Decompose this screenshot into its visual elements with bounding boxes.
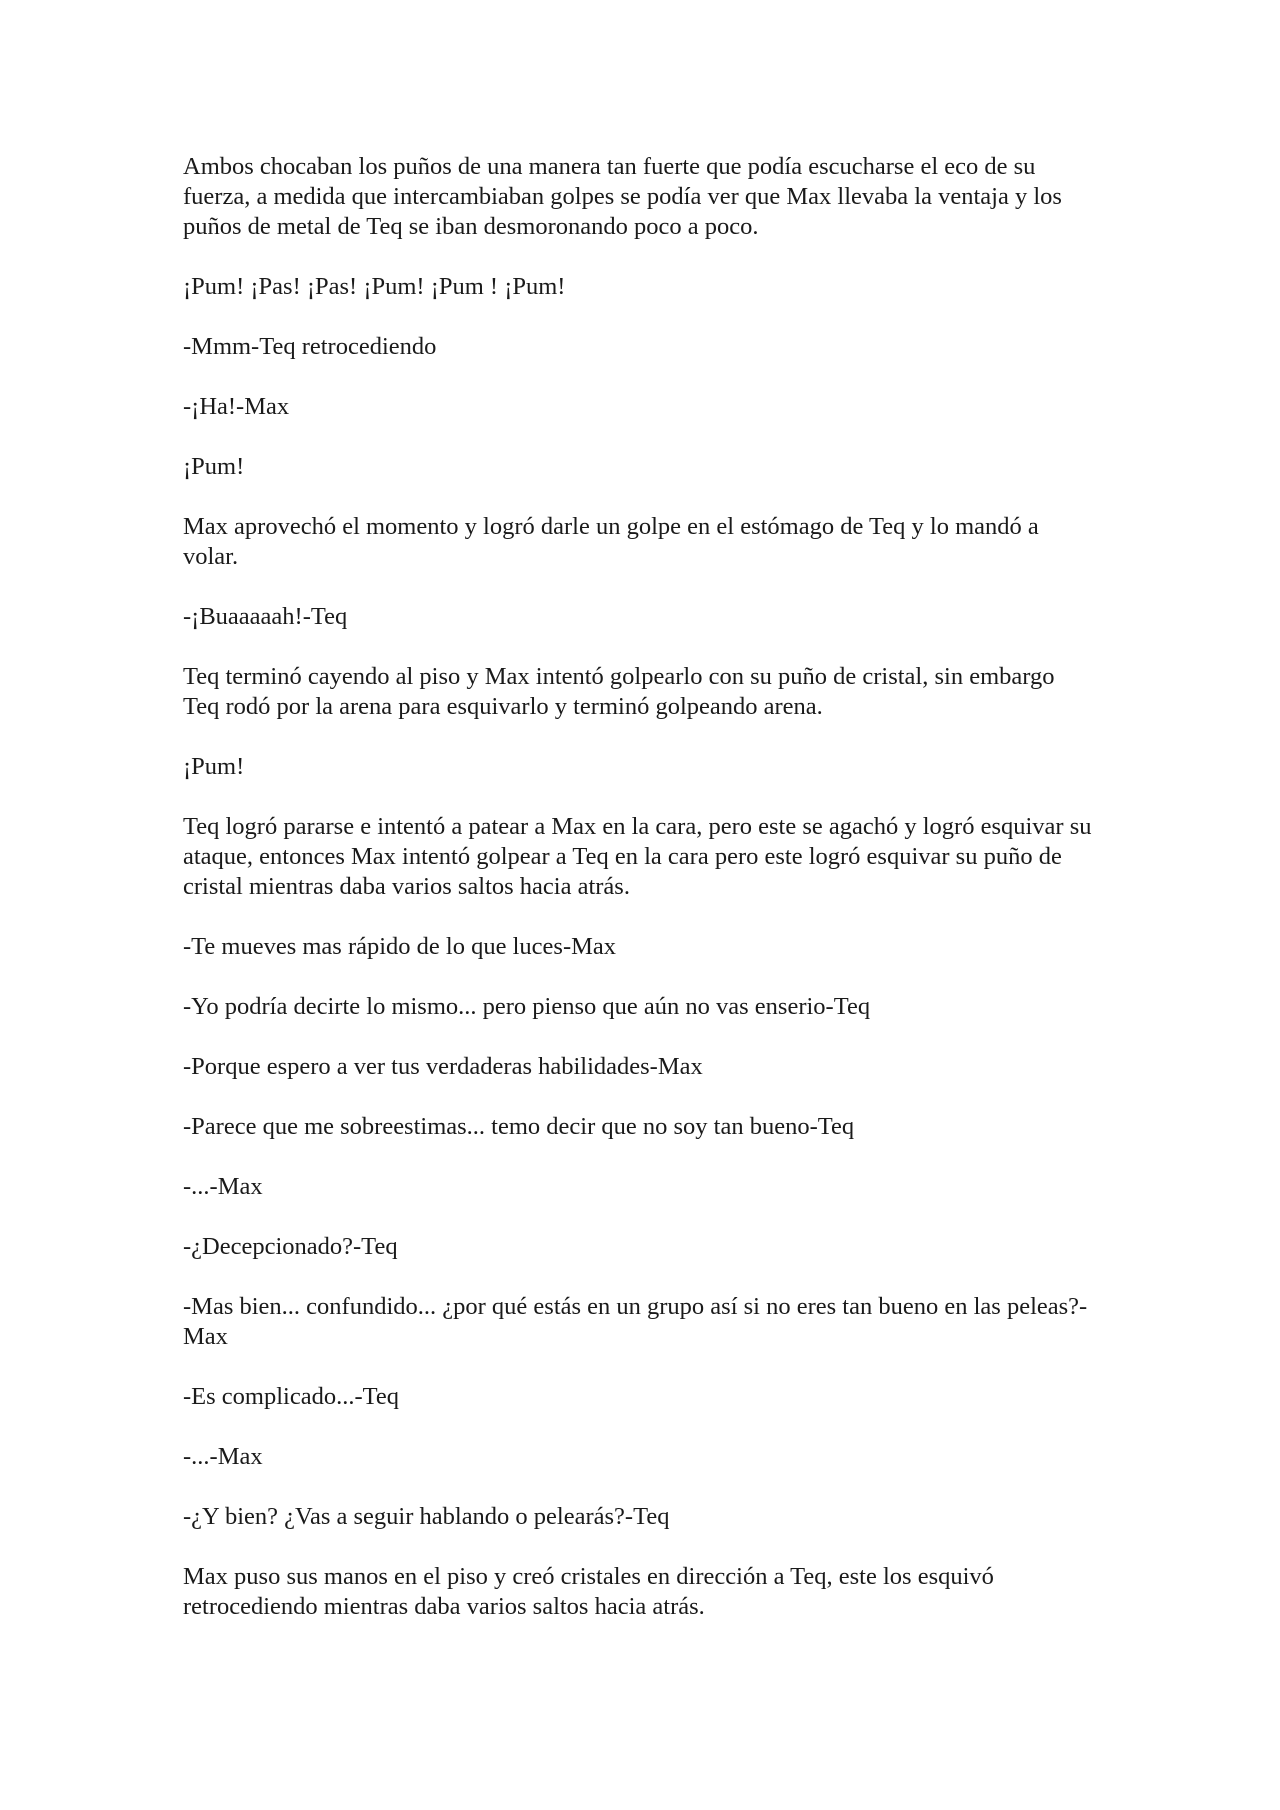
paragraph-dialogue: -¿Y bien? ¿Vas a seguir hablando o pelearás?-Teq — [183, 1503, 670, 1530]
paragraph-narration: Ambos chocaban los puños de una manera tan fuerte que podía escucharse el eco de su fuerza, a medida que intercambiaban golpes se podía ver que Max llevaba la ventaja y los puños de metal de Teq se iban desmoronando poco a poco. — [183, 153, 1062, 240]
paragraph-narration: Teq terminó cayendo al piso y Max intentó golpearlo con su puño de cristal, sin embargo Teq rodó por la arena para esquivarlo y terminó golpeando arena. — [183, 663, 1055, 720]
paragraph-dialogue: -...-Max — [183, 1443, 263, 1470]
story-text — [183, 152, 1095, 1622]
paragraph-dialogue: -¿Decepcionado?-Teq — [183, 1233, 398, 1260]
paragraph-narration: Max aprovechó el momento y logró darle un golpe en el estómago de Teq y lo mandó a volar. — [183, 513, 1039, 570]
paragraph-sound-effect: ¡Pum! ¡Pas! ¡Pas! ¡Pum! ¡Pum ! ¡Pum! — [183, 273, 566, 300]
paragraph-dialogue: -...-Max — [183, 1173, 263, 1200]
paragraph-sound-effect: ¡Pum! — [183, 753, 245, 780]
paragraph-dialogue: -¡Buaaaaah!-Teq — [183, 603, 348, 630]
paragraph-dialogue: -Mas bien... confundido... ¿por qué estás en un grupo así si no eres tan bueno en las peleas?-Max — [183, 1293, 1088, 1350]
paragraph-dialogue: -¡Ha!-Max — [183, 393, 290, 420]
paragraph-dialogue: -Yo podría decirte lo mismo... pero pienso que aún no vas enserio-Teq — [183, 993, 871, 1020]
paragraph-dialogue: -Es complicado...-Teq — [183, 1383, 399, 1410]
paragraph-narration: Teq logró pararse e intentó a patear a Max en la cara, pero este se agachó y logró esquivar su ataque, entonces Max intentó golpear a Teq en la cara pero este logró esquivar su puño de cristal mientras daba varios saltos hacia atrás. — [183, 813, 1092, 900]
paragraph-dialogue: -Parece que me sobreestimas... temo decir que no soy tan bueno-Teq — [183, 1113, 855, 1140]
paragraph-sound-effect: ¡Pum! — [183, 453, 245, 480]
paragraph-dialogue: -Porque espero a ver tus verdaderas habilidades-Max — [183, 1053, 703, 1080]
paragraph-dialogue: -Te mueves mas rápido de lo que luces-Max — [183, 933, 617, 960]
paragraph-narration: Max puso sus manos en el piso y creó cristales en dirección a Teq, este los esquivó retrocediendo mientras daba varios saltos hacia atrás. — [183, 1563, 994, 1620]
paragraph-dialogue: -Mmm-Teq retrocediendo — [183, 333, 437, 360]
